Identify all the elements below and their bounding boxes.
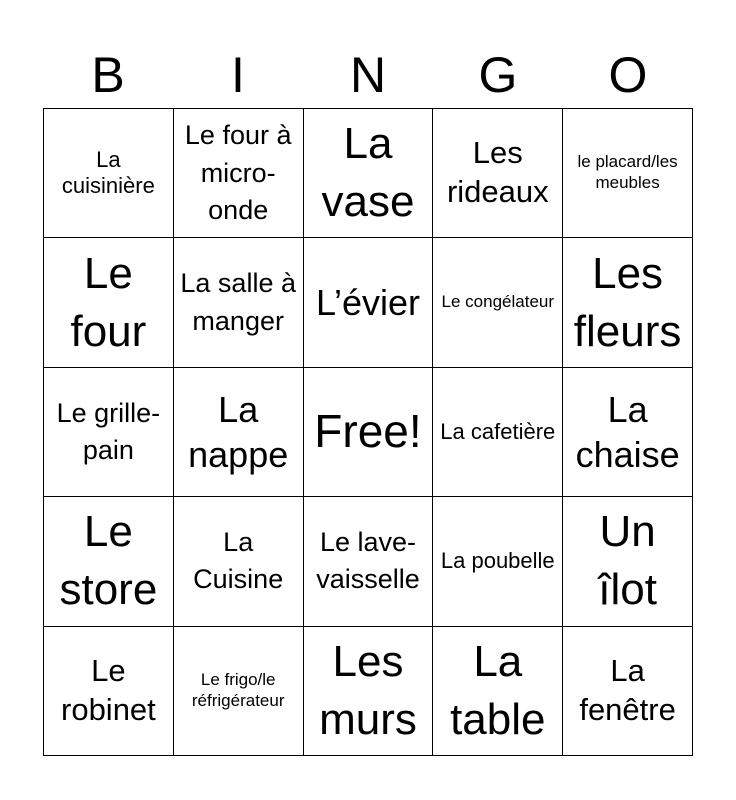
- bingo-cell[interactable]: La salle à manger: [174, 238, 304, 367]
- free-space-cell[interactable]: Free!: [304, 368, 434, 497]
- bingo-cell[interactable]: Le congélateur: [433, 238, 563, 367]
- bingo-cell[interactable]: La chaise: [563, 368, 693, 497]
- bingo-cell[interactable]: La table: [433, 627, 563, 756]
- bingo-cell[interactable]: La poubelle: [433, 497, 563, 626]
- bingo-cell[interactable]: Les rideaux: [433, 109, 563, 238]
- header-letter-g: G: [478, 47, 518, 103]
- bingo-cell[interactable]: La Cuisine: [174, 497, 304, 626]
- bingo-board: [43, 108, 693, 756]
- bingo-cell[interactable]: Le store: [44, 497, 174, 626]
- bingo-cell[interactable]: La fenêtre: [563, 627, 693, 756]
- bingo-cell[interactable]: La vase: [304, 109, 434, 238]
- bingo-cell[interactable]: le placard/les meubles: [563, 109, 693, 238]
- bingo-cell[interactable]: Le frigo/le réfrigérateur: [174, 627, 304, 756]
- bingo-cell[interactable]: Le lave-vaisselle: [304, 497, 434, 626]
- bingo-cell[interactable]: Les murs: [304, 627, 434, 756]
- bingo-cell[interactable]: Les fleurs: [563, 238, 693, 367]
- bingo-cell[interactable]: Le grille-pain: [44, 368, 174, 497]
- bingo-cell[interactable]: Le four: [44, 238, 174, 367]
- bingo-cell[interactable]: L’évier: [304, 238, 434, 367]
- header-letter-o: O: [608, 47, 648, 103]
- bingo-cell[interactable]: La cafetière: [433, 368, 563, 497]
- bingo-cell[interactable]: Le four à micro-onde: [174, 109, 304, 238]
- bingo-cell[interactable]: Le robinet: [44, 627, 174, 756]
- bingo-header: [43, 42, 693, 108]
- bingo-cell[interactable]: La cuisinière: [44, 109, 174, 238]
- header-letter-n: N: [349, 47, 387, 103]
- header-letter-i: I: [231, 47, 245, 103]
- bingo-cell[interactable]: La nappe: [174, 368, 304, 497]
- header-letter-b: B: [91, 47, 125, 103]
- bingo-cell[interactable]: Un îlot: [563, 497, 693, 626]
